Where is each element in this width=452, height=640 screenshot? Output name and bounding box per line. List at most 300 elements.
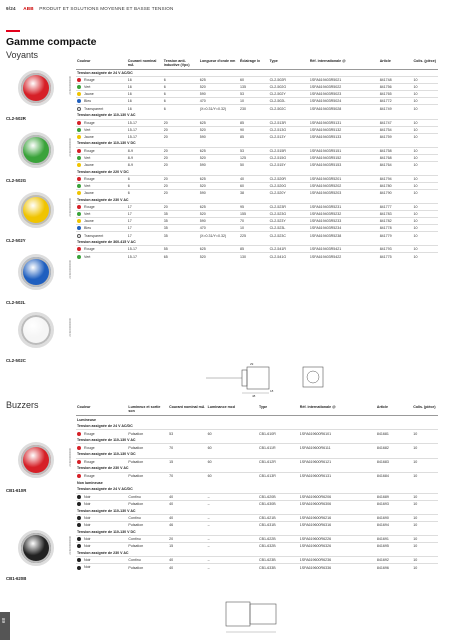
color-dot-icon: [77, 205, 81, 209]
table-cell: 1SFA619403R5151: [309, 147, 379, 154]
table-cell: 40: [239, 175, 269, 182]
color-label: Noir: [84, 558, 91, 563]
table-cell: 841684: [376, 472, 412, 479]
table-cell: [76, 444, 127, 451]
table-cell: 590: [199, 218, 239, 225]
table-cell: [76, 232, 127, 239]
table-cell: –: [207, 514, 258, 521]
table-cell: 10: [412, 557, 438, 564]
group-title: Tension assignée de 110-130 V DC: [77, 452, 136, 457]
table-cell: 841692: [376, 557, 412, 564]
table-cell: [76, 175, 127, 182]
column-header: Réf. internationale @: [299, 405, 336, 409]
color-label: Rouge: [84, 473, 95, 478]
group-title: Tension assignée de 24 V AC/DC: [77, 71, 133, 76]
group-title: Tension assignée de 230 V AC: [77, 197, 129, 202]
table-cell: [76, 119, 127, 126]
table-cell: 85: [239, 119, 269, 126]
lamp-image: [18, 192, 54, 228]
table-cell: 1SFA619600R6306: [299, 500, 376, 507]
table-cell: CL2-541G: [269, 253, 309, 260]
section-voyants-heading: Voyants: [6, 50, 39, 60]
image-id: 2CDC00000000: [69, 198, 72, 217]
table-cell: [76, 493, 127, 500]
table-row: [76, 175, 438, 182]
group-header-row: [76, 451, 438, 458]
color-label: Rouge: [84, 176, 95, 181]
table-cell: CL2-520Y: [269, 190, 309, 197]
color-label: Jaune: [84, 134, 94, 139]
table-cell: 60: [207, 430, 258, 437]
table-cell: 1SFA619600R6131: [299, 472, 376, 479]
group-title: Lumineuse: [77, 417, 96, 422]
column-header: Courant nominal mA: [127, 59, 157, 68]
table-row: [76, 536, 438, 543]
table-cell: 155: [239, 211, 269, 218]
product-thumbnail: [6, 192, 72, 243]
table-cell: 85: [239, 246, 269, 253]
color-label: Noir: [84, 523, 91, 528]
group-header-row: [76, 416, 438, 423]
group-title: Tension assignée de 230 V AC: [77, 550, 129, 555]
table-cell: –: [207, 521, 258, 528]
column-header: Colis. (pièce): [413, 405, 436, 409]
table-cell: 1SFA619403R5028: [309, 105, 379, 112]
group-title: Tension assignée de 220 V DC: [77, 169, 129, 174]
table-cell: CL2-523Y: [269, 218, 309, 225]
table-cell: 841683: [376, 458, 412, 465]
table-cell: CL2-502R: [269, 77, 309, 84]
table-cell: CL2-502Y: [269, 91, 309, 98]
table-row: [76, 119, 438, 126]
image-id: 2CDC00000000: [69, 536, 72, 555]
color-label: Vert: [84, 212, 91, 217]
section-buzzers-heading: Buzzers: [6, 400, 39, 410]
table-cell: Continu: [127, 514, 168, 521]
table-cell: 841758: [379, 147, 413, 154]
table-cell: 85: [239, 133, 269, 140]
table-cell: 6: [163, 105, 199, 112]
table-cell: 40: [168, 557, 207, 564]
table-cell: [76, 253, 127, 260]
table-cell: 1SFA619600R6316: [299, 521, 376, 528]
table-cell: Continu: [127, 557, 168, 564]
table-cell: [76, 91, 127, 98]
table-row: [76, 154, 438, 161]
table-row: [76, 514, 438, 521]
table-cell: 1SFA619403R5131: [309, 119, 379, 126]
product-thumbnail: [6, 530, 72, 581]
table-cell: 10: [413, 204, 438, 211]
table-row: [76, 105, 438, 112]
table-cell: 10: [413, 190, 438, 197]
table-cell: CL2-502L: [269, 98, 309, 105]
product-thumbnail: [6, 312, 72, 363]
column-header: Article: [379, 59, 391, 63]
color-label: Vert: [84, 127, 91, 132]
table-cell: [76, 246, 127, 253]
color-label: Jaune: [84, 219, 94, 224]
table-cell: CL2-502G: [269, 84, 309, 91]
table-row: [76, 458, 438, 465]
group-header-row: [76, 479, 438, 486]
table-cell: 10: [413, 246, 438, 253]
product-thumbnail: [6, 70, 72, 121]
table-row: [76, 225, 438, 232]
table-cell: [76, 458, 127, 465]
table-cell: 1SFA619600R6336: [299, 564, 376, 571]
page-side-tab: 68: [0, 612, 10, 640]
table-cell: –: [207, 557, 258, 564]
table-cell: 38: [239, 190, 269, 197]
color-dot-icon: [77, 537, 81, 541]
color-label: Jaune: [84, 92, 94, 97]
color-dot-icon: [77, 566, 81, 570]
table-cell: 70: [168, 444, 207, 451]
table-cell: 625: [199, 246, 239, 253]
table-cell: 17: [127, 211, 163, 218]
table-cell: 16: [127, 77, 163, 84]
table-cell: 6: [127, 183, 163, 190]
group-header-row: [76, 507, 438, 514]
table-cell: 1SFA619600R6111: [299, 444, 376, 451]
table-cell: [76, 161, 127, 168]
color-dot-icon: [77, 255, 81, 259]
table-cell: 1SFA619403R5023: [309, 91, 379, 98]
table-cell: 10: [413, 175, 438, 182]
group-title: Tension assignée de 110-130 V DC: [77, 141, 136, 146]
dimension-drawing: [206, 362, 382, 398]
table-cell: 10: [413, 91, 438, 98]
table-cell: 590: [199, 161, 239, 168]
table-cell: 6: [163, 84, 199, 91]
table-cell: 10: [239, 98, 269, 105]
table-cell: 8-9: [127, 161, 163, 168]
table-cell: 10: [413, 84, 438, 91]
color-dot-icon: [77, 163, 81, 167]
table-row: [76, 246, 438, 253]
dimension-label: 48: [252, 394, 256, 398]
table-cell: 841693: [376, 500, 412, 507]
table-cell: Pulsation: [127, 521, 168, 528]
color-label: Bleu: [84, 226, 92, 231]
table-cell: 1SFA619403R5231: [309, 204, 379, 211]
table-cell: 10: [412, 500, 438, 507]
color-label: Noir: [84, 494, 91, 499]
table-cell: 841754: [379, 126, 413, 133]
table-cell: [76, 218, 127, 225]
table-cell: Continu: [127, 493, 168, 500]
table-cell: 20: [163, 126, 199, 133]
column-header: Colis. (pièce): [413, 59, 436, 63]
table-cell: 841691: [376, 536, 412, 543]
table-cell: 6: [127, 190, 163, 197]
table-cell: 35: [163, 232, 199, 239]
color-dot-icon: [77, 460, 81, 464]
table-cell: 470: [199, 225, 239, 232]
table-row: [76, 133, 438, 140]
table-cell: 841759: [379, 133, 413, 140]
table-cell: [76, 472, 127, 479]
table-cell: 10: [412, 430, 438, 437]
table-cell: 230: [239, 105, 269, 112]
color-dot-icon: [77, 495, 81, 499]
brand-logo: ABB: [23, 6, 34, 11]
table-cell: [76, 430, 127, 437]
table-cell: [76, 84, 127, 91]
group-header-row: [76, 465, 438, 472]
product-thumbnail: [6, 442, 72, 493]
table-cell: 10: [413, 77, 438, 84]
group-title: Tension assignée de 110-130 V AC: [77, 508, 136, 513]
voyants-table: [76, 58, 438, 260]
buzzers-table: [76, 404, 438, 571]
accent-bar: [6, 30, 20, 32]
table-cell: 20: [163, 204, 199, 211]
color-label: Rouge: [84, 148, 95, 153]
color-label: Noir: [84, 537, 91, 542]
table-cell: 10: [413, 218, 438, 225]
color-label: Vert: [84, 155, 91, 160]
table-cell: [76, 154, 127, 161]
table-row: [76, 557, 438, 564]
table-row: [76, 147, 438, 154]
table-cell: 17: [127, 232, 163, 239]
color-label: Vert: [84, 254, 91, 259]
table-cell: Pulsation: [127, 564, 168, 571]
table-cell: Pulsation: [127, 500, 168, 507]
table-cell: 225: [239, 232, 269, 239]
table-cell: 841681: [376, 430, 412, 437]
color-dot-icon: [77, 78, 81, 82]
product-code: CL2-502Y: [6, 238, 26, 243]
color-dot-icon: [77, 191, 81, 195]
color-label: Noir: [84, 565, 91, 570]
table-cell: 17: [127, 204, 163, 211]
table-cell: CL2-513Y: [269, 133, 309, 140]
table-row: [76, 500, 438, 507]
lamp-image: [18, 70, 54, 106]
table-cell: 1SFA619403R5201: [309, 175, 379, 182]
group-title: Tension assignée de 230 V AC: [77, 466, 129, 471]
table-cell: 1SFA619403R5022: [309, 84, 379, 91]
table-cell: 17: [127, 218, 163, 225]
color-label: Rouge: [84, 431, 95, 436]
group-header-row: [76, 112, 438, 119]
table-cell: 625: [199, 147, 239, 154]
color-dot-icon: [77, 135, 81, 139]
color-dot-icon: [77, 523, 81, 527]
product-code: CB1-620B: [6, 576, 27, 581]
table-cell: 1SFA619600R6101: [299, 430, 376, 437]
table-cell: 1SFA619600R6216: [299, 514, 376, 521]
table-cell: 20: [163, 133, 199, 140]
page-number: 9/24: [6, 6, 16, 11]
column-header: Tension anti-inductive (Vpc): [163, 59, 190, 68]
image-id: 2CDC00000000: [69, 76, 72, 95]
group-header-row: [76, 529, 438, 536]
table-cell: 1SFA619403R5132: [309, 126, 379, 133]
group-title: Non lumineuse: [77, 480, 103, 485]
table-cell: 65: [163, 253, 199, 260]
table-cell: (X=0.31/Y=0.32): [199, 232, 239, 239]
column-header: Éclairage lx: [239, 59, 260, 63]
table-cell: CB1-613R: [258, 472, 299, 479]
table-cell: 841756: [379, 84, 413, 91]
table-cell: 841695: [376, 543, 412, 550]
table-cell: 35: [163, 211, 199, 218]
table-cell: CL2-541R: [269, 246, 309, 253]
table-cell: 15-17: [127, 119, 163, 126]
table-cell: [76, 204, 127, 211]
color-dot-icon: [77, 107, 81, 111]
table-cell: 1SFA619600R6326: [299, 543, 376, 550]
color-dot-icon: [77, 474, 81, 478]
table-cell: 10: [413, 161, 438, 168]
column-header: Courant nominal mA: [169, 405, 205, 409]
table-cell: 17: [127, 225, 163, 232]
table-cell: 470: [199, 98, 239, 105]
table-cell: 841748: [379, 77, 413, 84]
table-cell: 60: [239, 183, 269, 190]
table-cell: CB1-631B: [258, 521, 299, 528]
color-label: Noir: [84, 515, 91, 520]
table-cell: [76, 147, 127, 154]
column-header: Longueur d'onde nm: [199, 59, 236, 63]
table-cell: 10: [412, 493, 438, 500]
table-cell: 90: [239, 126, 269, 133]
table-cell: 16: [127, 91, 163, 98]
table-cell: [76, 225, 127, 232]
table-cell: 841779: [379, 232, 413, 239]
table-cell: 20: [163, 154, 199, 161]
table-cell: Pulsation: [127, 444, 168, 451]
color-dot-icon: [77, 128, 81, 132]
table-cell: 1SFA619600R6206: [299, 493, 376, 500]
table-cell: 135: [239, 84, 269, 91]
table-cell: 10: [412, 444, 438, 451]
table-cell: 20: [163, 190, 199, 197]
table-cell: 841777: [379, 204, 413, 211]
table-cell: 16: [127, 105, 163, 112]
color-dot-icon: [77, 184, 81, 188]
group-title: Tension assignée de 24 V AC/DC: [77, 487, 133, 492]
color-dot-icon: [77, 234, 81, 238]
table-cell: 841778: [379, 225, 413, 232]
table-cell: 520: [199, 253, 239, 260]
table-cell: –: [207, 500, 258, 507]
table-row: [76, 493, 438, 500]
column-header: Luminance mcd: [207, 405, 235, 409]
image-id: 2CDC00000000: [69, 318, 72, 337]
lamp-image: [18, 312, 54, 348]
table-cell: 590: [199, 190, 239, 197]
table-cell: 40: [168, 500, 207, 507]
table-cell: 20: [163, 119, 199, 126]
table-cell: 590: [199, 133, 239, 140]
table-cell: 841793: [379, 246, 413, 253]
table-cell: 20: [163, 183, 199, 190]
table-cell: 16: [127, 98, 163, 105]
color-label: Jaune: [84, 163, 94, 168]
color-label: Jaune: [84, 191, 94, 196]
table-cell: 841794: [379, 175, 413, 182]
table-cell: 40: [168, 514, 207, 521]
group-header-row: [76, 140, 438, 147]
table-cell: 16: [127, 84, 163, 91]
column-header: Lumineux et sortie son: [128, 405, 161, 414]
table-cell: 1SFA619600R6121: [299, 458, 376, 465]
table-cell: [76, 183, 127, 190]
table-cell: 53: [168, 430, 207, 437]
table-row: [76, 77, 438, 84]
product-code: CL2-502C: [6, 358, 26, 363]
table-cell: [76, 557, 127, 564]
table-cell: CB1-633B: [258, 564, 299, 571]
group-header-row: [76, 70, 438, 77]
table-cell: 1SFA619600R6236: [299, 557, 376, 564]
group-header-row: [76, 486, 438, 493]
table-cell: 841772: [379, 98, 413, 105]
table-row: [76, 564, 438, 571]
color-label: Noir: [84, 544, 91, 549]
table-row: [76, 521, 438, 528]
table-cell: Pulsation: [127, 472, 168, 479]
table-cell: 10: [413, 147, 438, 154]
group-title: Tension assignée de 24 V AC/DC: [77, 424, 133, 429]
table-cell: 60: [207, 472, 258, 479]
table-cell: Pulsation: [127, 543, 168, 550]
table-row: [76, 190, 438, 197]
table-cell: [76, 514, 127, 521]
table-cell: [76, 190, 127, 197]
color-label: Rouge: [84, 120, 95, 125]
table-row: [76, 253, 438, 260]
page-title: Gamme compacte: [6, 36, 97, 48]
table-cell: 10: [412, 472, 438, 479]
table-cell: 1SFA619403R5422: [309, 253, 379, 260]
table-cell: CL2-520R: [269, 175, 309, 182]
color-label: Vert: [84, 85, 91, 90]
table-cell: 841690: [376, 514, 412, 521]
table-cell: 53: [239, 147, 269, 154]
table-cell: 625: [199, 77, 239, 84]
table-cell: [76, 133, 127, 140]
table-cell: CL2-513R: [269, 119, 309, 126]
table-cell: 15-17: [127, 126, 163, 133]
table-cell: 1SFA619403R5421: [309, 246, 379, 253]
column-header: Type: [259, 405, 268, 409]
table-cell: CL2-520G: [269, 183, 309, 190]
column-header: Type: [269, 59, 278, 63]
table-row: [76, 126, 438, 133]
color-label: Rouge: [84, 445, 95, 450]
color-dot-icon: [77, 502, 81, 506]
table-row: [76, 183, 438, 190]
image-id: 2CDC00000000: [69, 260, 72, 279]
table-cell: –: [207, 536, 258, 543]
table-cell: 35: [163, 225, 199, 232]
table-cell: 841689: [376, 493, 412, 500]
product-code: CL2-502L: [6, 300, 26, 305]
table-cell: [76, 500, 127, 507]
table-cell: [76, 98, 127, 105]
table-cell: 60: [207, 458, 258, 465]
table-row: [76, 472, 438, 479]
table-cell: 15: [168, 543, 207, 550]
table-row: [76, 204, 438, 211]
table-cell: 625: [199, 204, 239, 211]
